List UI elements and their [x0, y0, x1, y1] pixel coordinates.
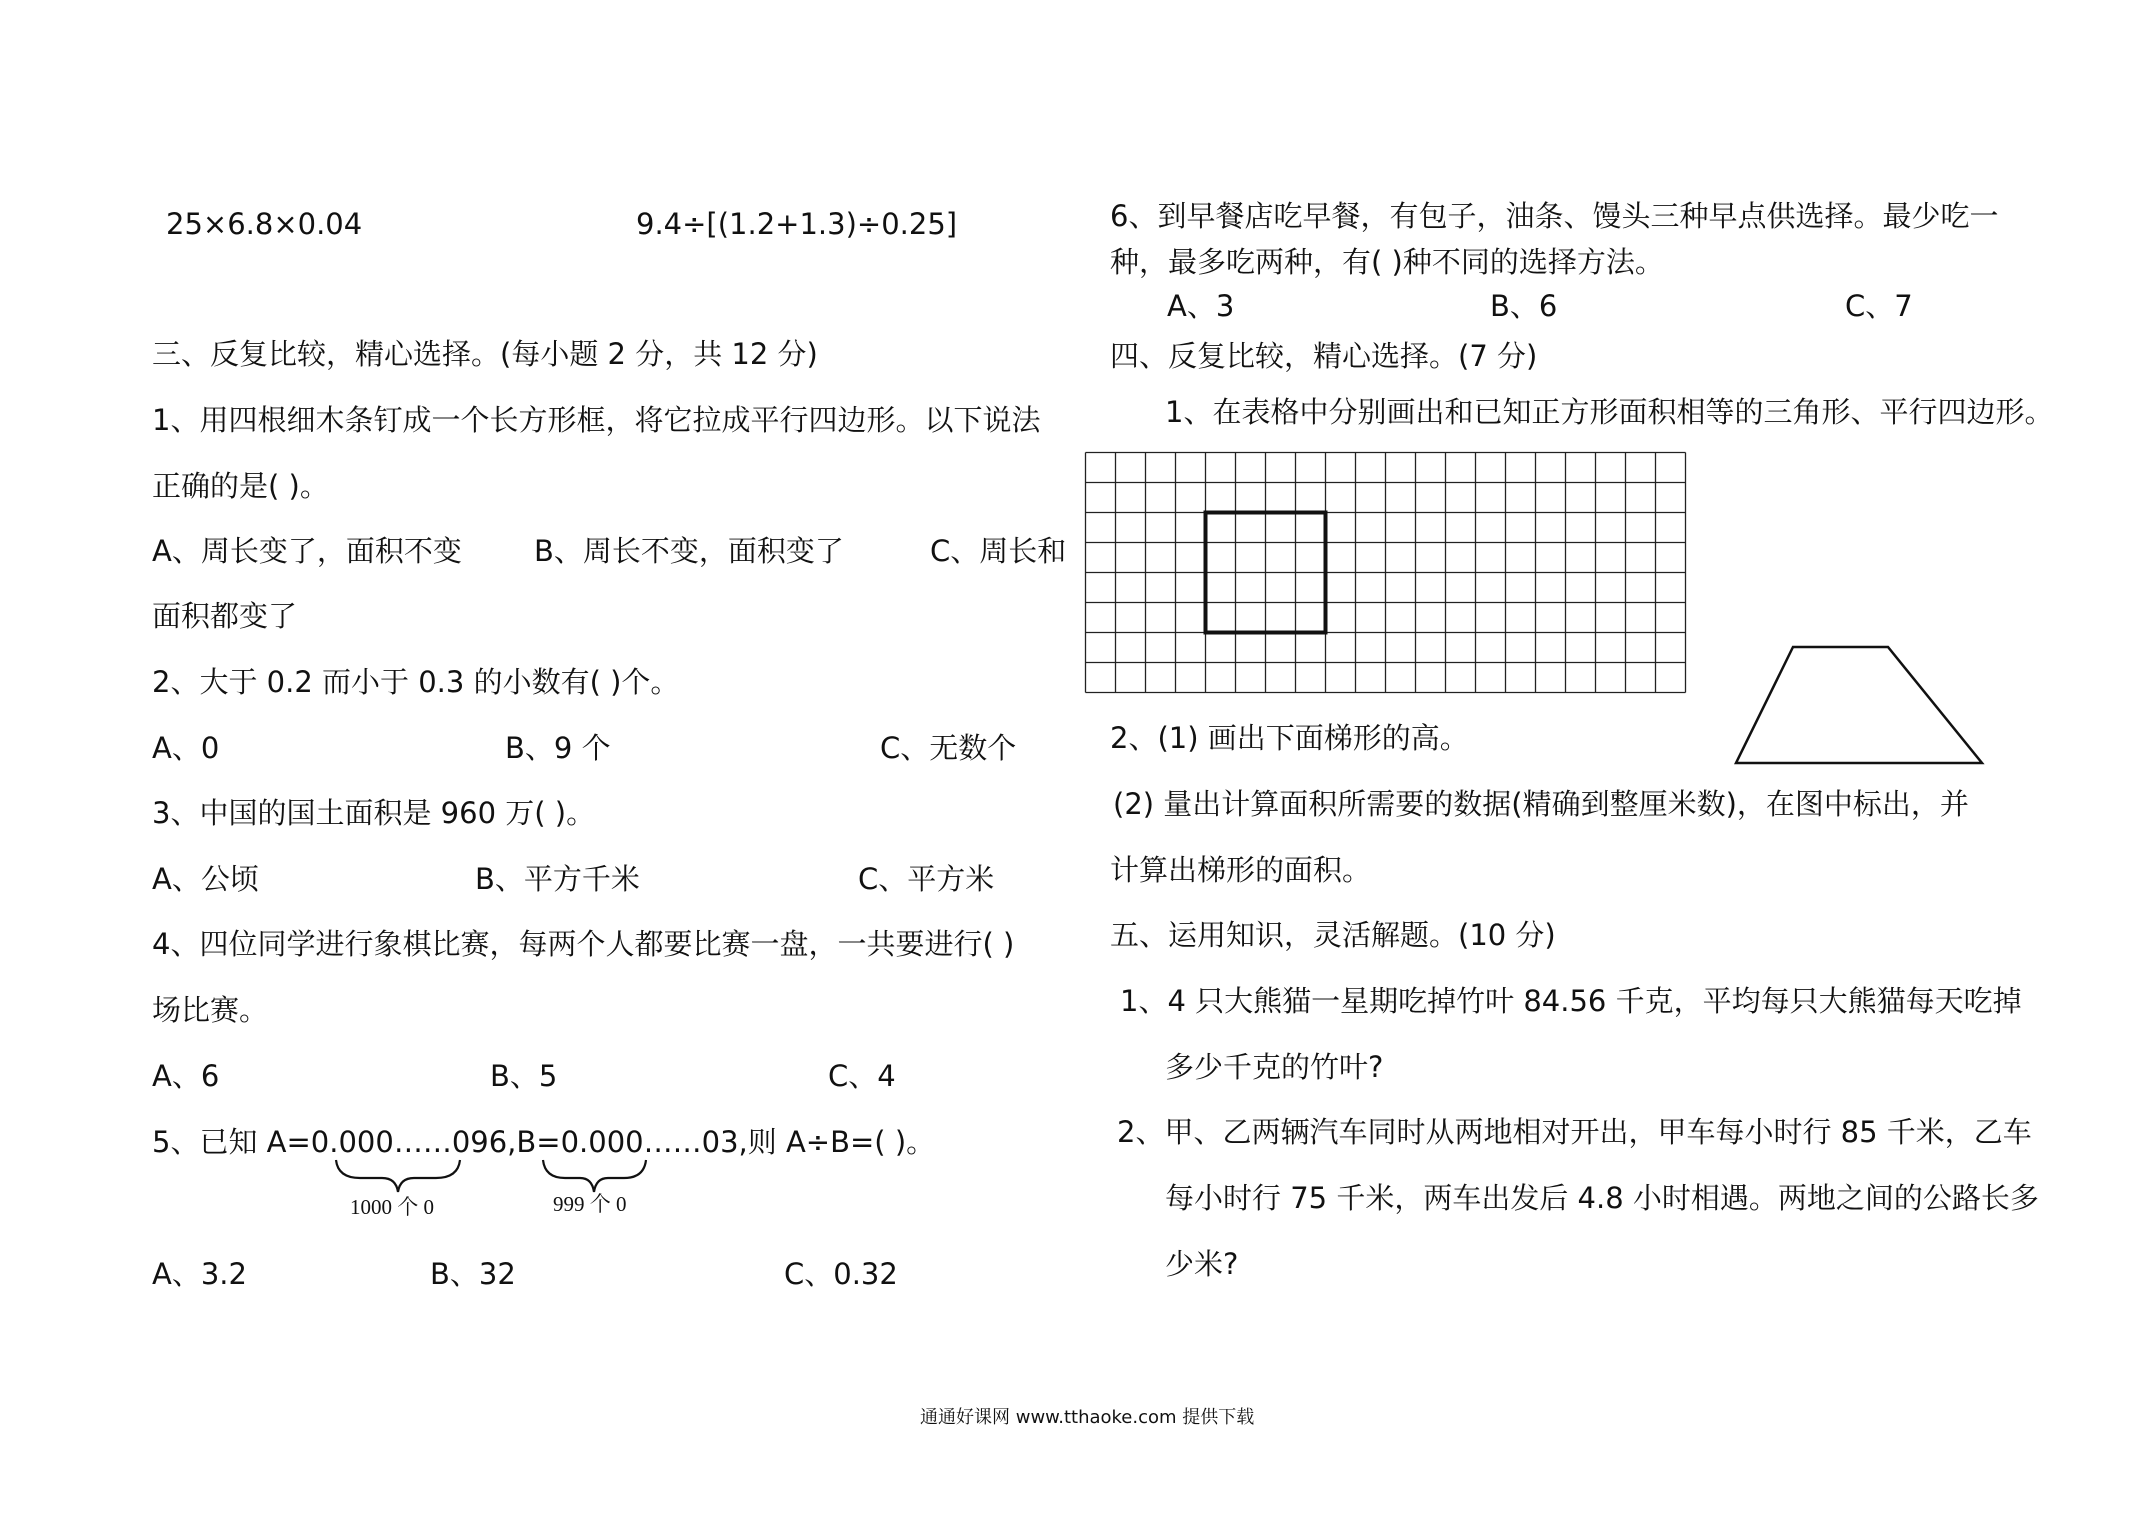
- question-3-text: 3、中国的国土面积是 960 万( )。: [152, 796, 596, 830]
- calc-expression-2: 9.4÷[(1.2+1.3)÷0.25]: [636, 207, 958, 241]
- section-4-question-2-part-2: (2) 量出计算面积所需要的数据(精确到整厘米数)，在图中标出，并: [1113, 787, 1969, 821]
- question-2-option-c: C、无数个: [880, 731, 1017, 765]
- question-6-text: 6、到早餐店吃早餐，有包子，油条、馒头三种早点供选择。最少吃一: [1110, 199, 1999, 233]
- question-5-option-a: A、3.2: [152, 1257, 247, 1291]
- section-4-question-2-part-1: 2、(1) 画出下面梯形的高。: [1110, 721, 1469, 755]
- question-5-text: 5、已知 A=0.000……096,B=0.000……03,则 A÷B=( )。: [152, 1125, 936, 1159]
- question-4-text-cont: 场比赛。: [152, 993, 269, 1027]
- question-4-option-c: C、4: [828, 1059, 896, 1093]
- question-6-text-cont: 种，最多吃两种，有( )种不同的选择方法。: [1110, 245, 1664, 279]
- section-3-title: 三、反复比较，精心选择。(每小题 2 分，共 12 分): [152, 337, 818, 371]
- footer-source-credit: 通通好课网 www.tthaoke.com 提供下载: [920, 1407, 1255, 1428]
- question-3-option-b: B、平方千米: [475, 862, 640, 896]
- section-5-question-2-cont-1: 每小时行 75 千米，两车出发后 4.8 小时相遇。两地之间的公路长多: [1165, 1181, 2039, 1215]
- question-1-option-c: C、周长和: [930, 534, 1067, 568]
- question-1-text-cont: 正确的是( )。: [152, 469, 329, 503]
- question-2-option-a: A、0: [152, 731, 220, 765]
- section-5-question-2: 2、甲、乙两辆汽车同时从两地相对开出，甲车每小时行 85 千米，乙车: [1117, 1115, 2032, 1149]
- question-6-option-b: B、6: [1490, 289, 1558, 323]
- section-4-question-2-part-2-cont: 计算出梯形的面积。: [1110, 853, 1372, 887]
- question-1-text: 1、用四根细木条钉成一个长方形框，将它拉成平行四边形。以下说法: [152, 403, 1041, 437]
- question-1-option-c-cont: 面积都变了: [152, 599, 298, 633]
- section-4-title: 四、反复比较，精心选择。(7 分): [1110, 339, 1538, 373]
- question-5-option-b: B、32: [430, 1257, 516, 1291]
- question-1-option-a: A、周长变了，面积不变: [152, 534, 462, 568]
- question-5-brace-label-1: 1000 个 0: [350, 1195, 434, 1219]
- section-5-title: 五、运用知识，灵活解题。(10 分): [1110, 918, 1556, 952]
- question-2-text: 2、大于 0.2 而小于 0.3 的小数有( )个。: [152, 665, 680, 699]
- question-3-option-a: A、公顷: [152, 862, 259, 896]
- question-4-option-b: B、5: [490, 1059, 558, 1093]
- question-5-brace-label-2: 999 个 0: [553, 1192, 627, 1216]
- section-5-question-1: 1、4 只大熊猫一星期吃掉竹叶 84.56 千克，平均每只大熊猫每天吃掉: [1120, 984, 2022, 1018]
- question-3-option-c: C、平方米: [858, 862, 995, 896]
- question-6-option-c: C、7: [1845, 289, 1913, 323]
- question-4-text: 4、四位同学进行象棋比赛，每两个人都要比赛一盘，一共要进行( ): [152, 927, 1015, 961]
- calc-expression-1: 25×6.8×0.04: [166, 207, 363, 241]
- section-5-question-1-cont: 多少千克的竹叶?: [1165, 1050, 1384, 1084]
- question-4-option-a: A、6: [152, 1059, 220, 1093]
- question-6-option-a: A、3: [1167, 289, 1235, 323]
- question-5-option-c: C、0.32: [784, 1257, 898, 1291]
- section-4-question-1: 1、在表格中分别画出和已知正方形面积相等的三角形、平行四边形。: [1165, 395, 2054, 429]
- question-1-option-b: B、周长不变，面积变了: [534, 534, 844, 568]
- section-5-question-2-cont-2: 少米?: [1165, 1247, 1239, 1281]
- question-2-option-b: B、9 个: [505, 731, 611, 765]
